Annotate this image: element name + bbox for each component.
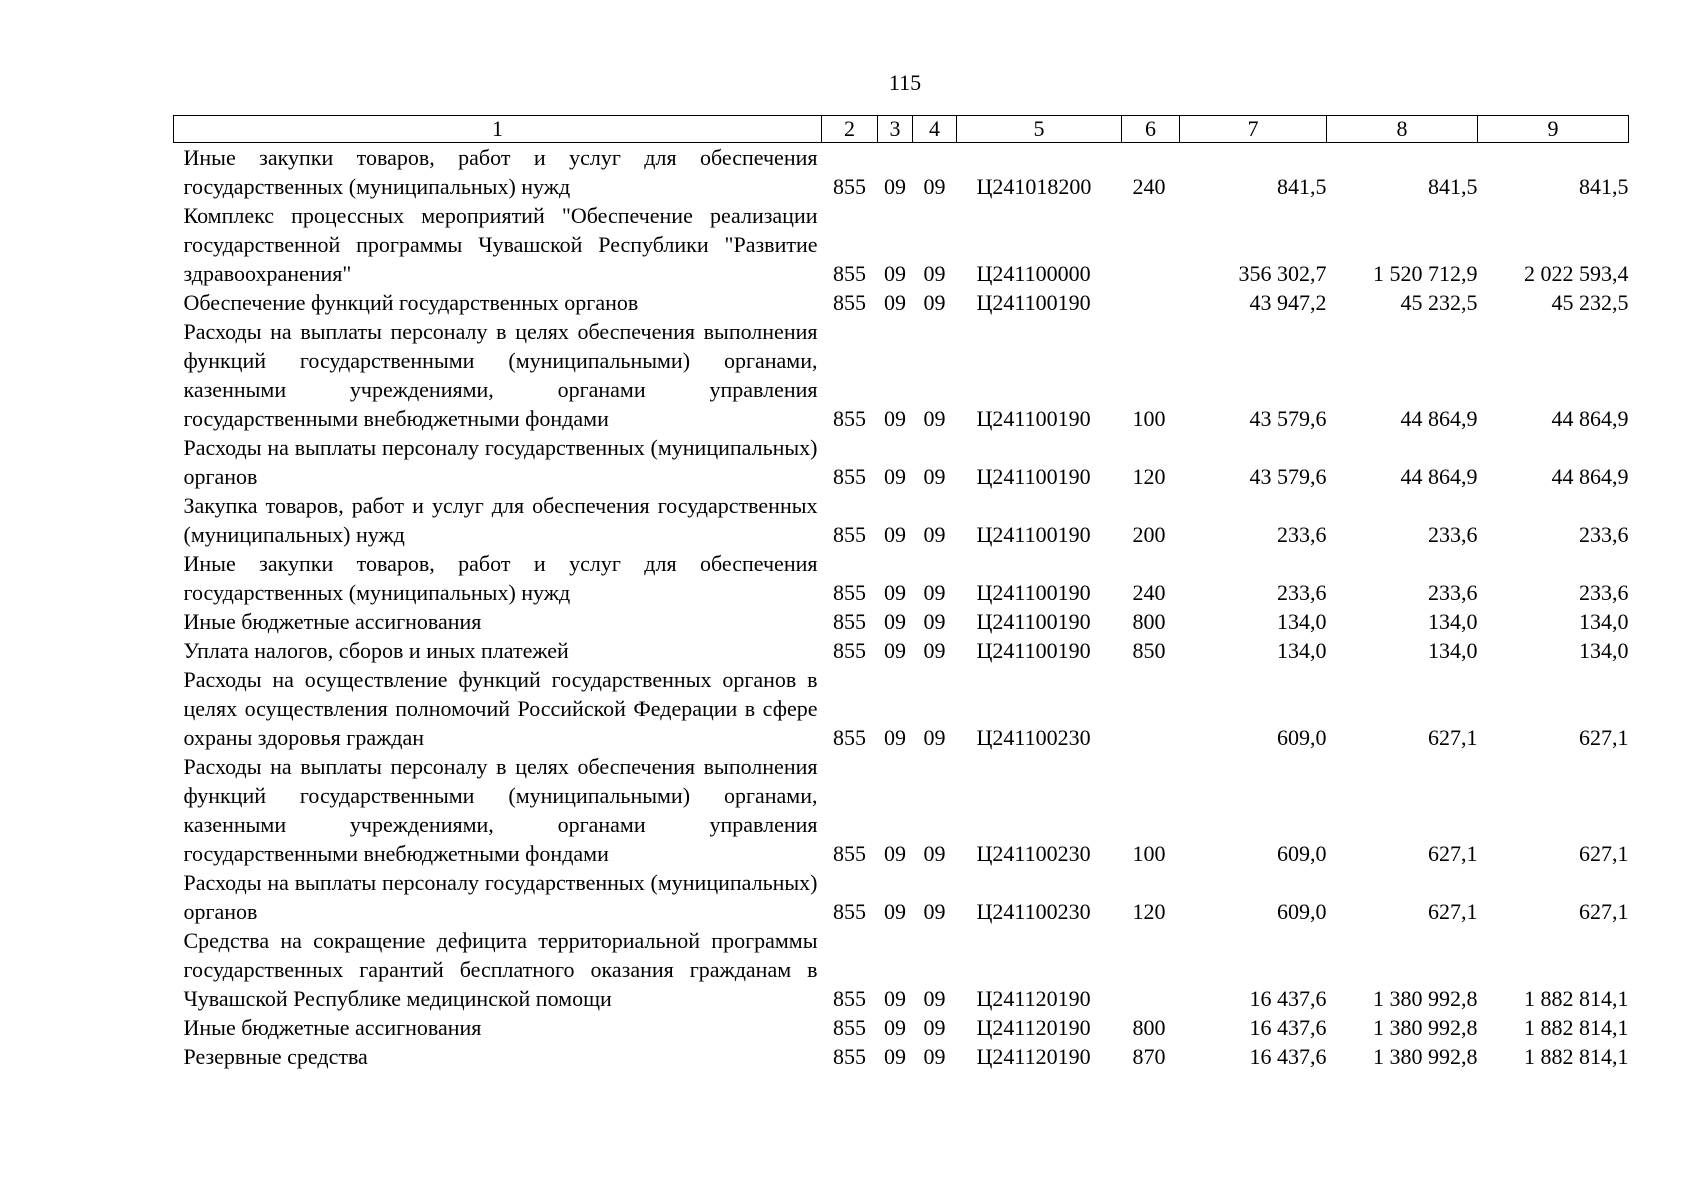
section-code: 09 <box>884 986 906 1011</box>
ministry-code: 855 <box>833 261 866 286</box>
amount-col-8: 627,1 <box>1428 725 1478 750</box>
amount-col-7: 609,0 <box>1277 841 1327 866</box>
amount-col-7: 609,0 <box>1277 899 1327 924</box>
amount-col-9: 233,6 <box>1579 580 1629 605</box>
ministry-code: 855 <box>833 899 866 924</box>
expense-type: 800 <box>1132 1015 1166 1040</box>
ministry-code: 855 <box>833 609 866 634</box>
expense-type <box>1122 665 1180 752</box>
table-row <box>174 317 1629 433</box>
section-code: 09 <box>884 522 906 547</box>
subsection-code: 09 <box>923 406 946 431</box>
expense-type: 100 <box>1132 841 1166 866</box>
row-name: Резервные средства <box>183 1044 368 1069</box>
row-name: Расходы на выплаты персоналу государственных (муниципальных) органов <box>183 870 818 924</box>
amount-col-9: 134,0 <box>1579 638 1629 663</box>
row-name: Комплекс процессных мероприятий "Обеспечение реализации государственной программы Чувашской Республики "Развитие здравоохранения" <box>183 203 818 286</box>
header-cell: 6 <box>1122 116 1180 143</box>
row-name: Уплата налогов, сборов и иных платежей <box>183 638 569 663</box>
expense-type <box>1122 288 1180 317</box>
expense-type <box>1122 201 1180 288</box>
target-article: Ц241120190 <box>976 1044 1091 1069</box>
amount-col-8: 627,1 <box>1428 899 1478 924</box>
amount-col-9: 233,6 <box>1579 522 1629 547</box>
ministry-code: 855 <box>833 464 866 489</box>
section-code: 09 <box>884 290 906 315</box>
amount-col-8: 45 232,5 <box>1400 290 1478 315</box>
subsection-code: 09 <box>923 580 946 605</box>
amount-col-9: 2 022 593,4 <box>1524 261 1629 286</box>
amount-col-8: 1 380 992,8 <box>1373 986 1478 1011</box>
row-name: Обеспечение функций государственных органов <box>183 290 639 315</box>
header-cell: 3 <box>878 116 913 143</box>
amount-col-7: 134,0 <box>1277 638 1327 663</box>
header-cell: 7 <box>1180 116 1327 143</box>
header-cell: 1 <box>174 116 822 143</box>
target-article: Ц241100190 <box>976 522 1091 547</box>
row-name: Расходы на выплаты персоналу государственных (муниципальных) органов <box>183 435 818 489</box>
amount-col-9: 1 882 814,1 <box>1524 1015 1629 1040</box>
target-article: Ц241100190 <box>976 609 1091 634</box>
ministry-code: 855 <box>833 1044 866 1069</box>
table-row <box>174 549 1629 607</box>
amount-col-9: 841,5 <box>1579 174 1629 199</box>
subsection-code: 09 <box>923 261 946 286</box>
expense-type: 870 <box>1132 1044 1166 1069</box>
table-row <box>174 143 1629 202</box>
table-row <box>174 868 1629 926</box>
ministry-code: 855 <box>833 580 866 605</box>
subsection-code: 09 <box>923 174 946 199</box>
table-row <box>174 1042 1629 1071</box>
table-row <box>174 288 1629 317</box>
amount-col-9: 1 882 814,1 <box>1524 1044 1629 1069</box>
subsection-code: 09 <box>923 841 946 866</box>
header-cell: 4 <box>913 116 957 143</box>
amount-col-8: 44 864,9 <box>1400 464 1478 489</box>
section-code: 09 <box>884 580 906 605</box>
table-row <box>174 665 1629 752</box>
table-row <box>174 752 1629 868</box>
header-row <box>174 116 1629 143</box>
amount-col-7: 356 302,7 <box>1238 261 1327 286</box>
expense-type: 240 <box>1132 174 1166 199</box>
target-article: Ц241018200 <box>976 174 1092 199</box>
section-code: 09 <box>884 174 906 199</box>
amount-col-9: 1 882 814,1 <box>1524 986 1629 1011</box>
amount-col-7: 16 437,6 <box>1249 986 1327 1011</box>
table-row <box>174 491 1629 549</box>
section-code: 09 <box>884 841 906 866</box>
target-article: Ц241100230 <box>976 841 1091 866</box>
header-cell: 9 <box>1478 116 1629 143</box>
target-article: Ц241100190 <box>976 638 1091 663</box>
target-article: Ц241100190 <box>976 464 1091 489</box>
amount-col-7: 134,0 <box>1277 609 1327 634</box>
ministry-code: 855 <box>833 174 866 199</box>
amount-col-7: 43 579,6 <box>1249 464 1327 489</box>
amount-col-9: 627,1 <box>1579 841 1629 866</box>
target-article: Ц241100190 <box>976 406 1091 431</box>
amount-col-9: 134,0 <box>1579 609 1629 634</box>
table-body <box>174 143 1629 1072</box>
section-code: 09 <box>884 725 906 750</box>
page-number: 115 <box>888 70 922 95</box>
amount-col-8: 134,0 <box>1428 609 1478 634</box>
ministry-code: 855 <box>833 290 866 315</box>
header-cell: 5 <box>957 116 1122 143</box>
expense-type: 800 <box>1132 609 1166 634</box>
target-article: Ц241100190 <box>976 580 1091 605</box>
amount-col-8: 1 380 992,8 <box>1373 1015 1478 1040</box>
expense-type <box>1122 926 1180 1013</box>
amount-col-9: 45 232,5 <box>1551 290 1629 315</box>
ministry-code: 855 <box>833 522 866 547</box>
amount-col-7: 43 579,6 <box>1249 406 1327 431</box>
target-article: Ц241120190 <box>976 986 1091 1011</box>
target-article: Ц241100230 <box>976 899 1091 924</box>
amount-col-7: 841,5 <box>1277 174 1327 199</box>
expense-type: 200 <box>1132 522 1166 547</box>
ministry-code: 855 <box>833 986 866 1011</box>
table-row <box>174 607 1629 636</box>
row-name: Иные закупки товаров, работ и услуг для обеспечения государственных (муниципальных) нужд <box>183 551 818 605</box>
ministry-code: 855 <box>833 638 866 663</box>
subsection-code: 09 <box>923 899 946 924</box>
expense-type: 120 <box>1132 464 1166 489</box>
row-name: Расходы на осуществление функций государственных органов в целях осуществления полномочий Российской Федерации в сфере охраны здоровья граждан <box>183 667 818 750</box>
section-code: 09 <box>884 638 906 663</box>
ministry-code: 855 <box>833 1015 866 1040</box>
amount-col-7: 233,6 <box>1277 580 1327 605</box>
budget-table <box>173 115 1629 1071</box>
expense-type: 120 <box>1132 899 1166 924</box>
section-code: 09 <box>884 1015 906 1040</box>
table-row <box>174 201 1629 288</box>
ministry-code: 855 <box>833 406 866 431</box>
table-row <box>174 636 1629 665</box>
header-cell: 8 <box>1327 116 1478 143</box>
subsection-code: 09 <box>923 1015 946 1040</box>
table-row <box>174 433 1629 491</box>
amount-col-7: 43 947,2 <box>1249 290 1327 315</box>
section-code: 09 <box>884 1044 906 1069</box>
amount-col-7: 233,6 <box>1277 522 1327 547</box>
row-name: Иные закупки товаров, работ и услуг для обеспечения государственных (муниципальных) нужд <box>183 145 818 199</box>
subsection-code: 09 <box>923 1044 946 1069</box>
amount-col-8: 627,1 <box>1428 841 1478 866</box>
expense-type: 240 <box>1132 580 1166 605</box>
subsection-code: 09 <box>923 986 946 1011</box>
ministry-code: 855 <box>833 725 866 750</box>
subsection-code: 09 <box>923 464 946 489</box>
row-name: Иные бюджетные ассигнования <box>183 609 482 634</box>
amount-col-9: 627,1 <box>1579 725 1629 750</box>
amount-col-8: 134,0 <box>1428 638 1478 663</box>
subsection-code: 09 <box>923 725 946 750</box>
section-code: 09 <box>884 609 906 634</box>
subsection-code: 09 <box>923 522 946 547</box>
amount-col-7: 16 437,6 <box>1249 1044 1327 1069</box>
target-article: Ц241100000 <box>976 261 1091 286</box>
amount-col-8: 1 380 992,8 <box>1373 1044 1478 1069</box>
table-row <box>174 1013 1629 1042</box>
table-row <box>174 926 1629 1013</box>
amount-col-8: 233,6 <box>1428 580 1478 605</box>
target-article: Ц241100230 <box>976 725 1091 750</box>
section-code: 09 <box>884 464 906 489</box>
amount-col-9: 44 864,9 <box>1551 406 1629 431</box>
row-name: Иные бюджетные ассигнования <box>183 1015 482 1040</box>
amount-col-8: 1 520 712,9 <box>1373 261 1478 286</box>
section-code: 09 <box>884 899 906 924</box>
header-cell: 2 <box>822 116 878 143</box>
row-name: Средства на сокращение дефицита территориальной программы государственных гарантий бесплатного оказания гражданам в Чувашской Республике медицинской помощи <box>183 928 818 1011</box>
ministry-code: 855 <box>833 841 866 866</box>
subsection-code: 09 <box>923 290 946 315</box>
section-code: 09 <box>884 406 906 431</box>
amount-col-8: 233,6 <box>1428 522 1478 547</box>
target-article: Ц241100190 <box>976 290 1091 315</box>
subsection-code: 09 <box>923 609 946 634</box>
row-name: Закупка товаров, работ и услуг для обеспечения государственных (муниципальных) нужд <box>183 493 818 547</box>
expense-type: 850 <box>1132 638 1166 663</box>
row-name: Расходы на выплаты персоналу в целях обеспечения выполнения функций государственными (муниципальными) органами, казенными учреждениями, органами управления государственными внебюджетными фондами <box>183 319 818 431</box>
amount-col-9: 44 864,9 <box>1551 464 1629 489</box>
amount-col-9: 627,1 <box>1579 899 1629 924</box>
section-code: 09 <box>884 261 906 286</box>
amount-col-7: 609,0 <box>1277 725 1327 750</box>
row-name: Расходы на выплаты персоналу в целях обеспечения выполнения функций государственными (муниципальными) органами, казенными учреждениями, органами управления государственными внебюджетными фондами <box>183 754 818 866</box>
amount-col-8: 44 864,9 <box>1400 406 1478 431</box>
target-article: Ц241120190 <box>976 1015 1091 1040</box>
amount-col-7: 16 437,6 <box>1249 1015 1327 1040</box>
amount-col-8: 841,5 <box>1428 174 1478 199</box>
expense-type: 100 <box>1132 406 1166 431</box>
subsection-code: 09 <box>923 638 946 663</box>
